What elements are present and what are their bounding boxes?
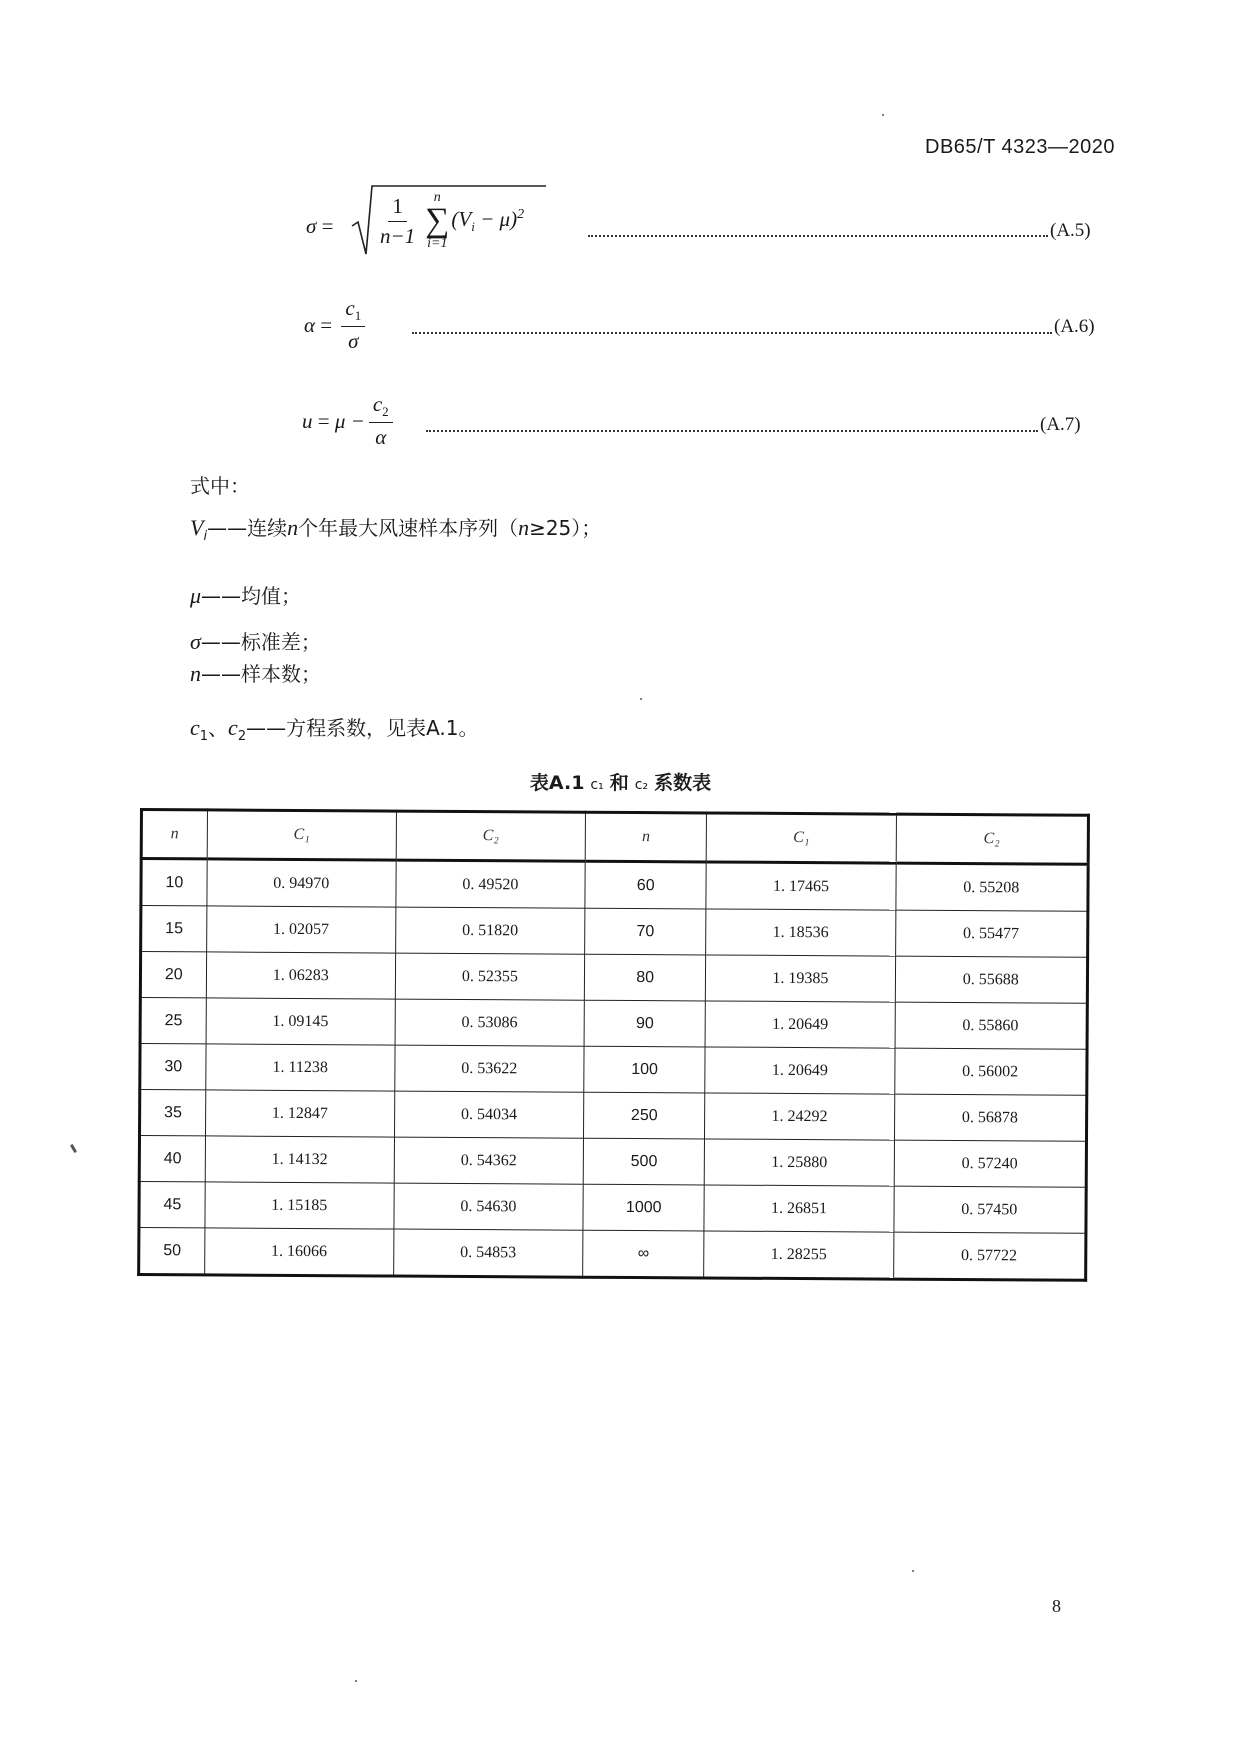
cell-n: 15 (141, 906, 207, 952)
header-n: n (585, 812, 707, 862)
cell-n: 100 (584, 1046, 706, 1093)
cell-c2: 0. 55688 (895, 956, 1088, 1003)
cell-c1: 1. 26851 (704, 1185, 893, 1232)
cell-c2: 0. 54853 (393, 1229, 582, 1277)
header-n: n (141, 810, 207, 859)
cell-c2: 0. 54630 (394, 1183, 583, 1230)
equation-a5: σ = $\frac{1}{n-1}$ n ∑ i=1 $(V_i - \mu)^2$ (A.5) (0, 180, 1241, 260)
where-label: 式中： (190, 474, 250, 498)
cell-c2: 0. 49520 (396, 860, 585, 908)
cell-c1: 0. 94970 (207, 859, 396, 907)
equation-number: (A.7) (1040, 414, 1081, 435)
cell-n: 500 (583, 1138, 705, 1185)
leader-dots (588, 215, 1048, 237)
cell-c1: 1. 19385 (706, 955, 895, 1002)
definition-mu: μ——均值； (190, 583, 302, 608)
header-c1: C₁ (207, 810, 396, 860)
header-c2: C₂ (396, 811, 585, 861)
cell-c2: 0. 55477 (895, 910, 1088, 957)
definition-n: n——样本数； (190, 661, 321, 686)
cell-c1: 1. 20649 (705, 1047, 894, 1094)
eq-a7-fraction: $\frac{c_2}{\alpha}$ (369, 392, 393, 450)
cell-n: 90 (584, 1000, 706, 1047)
cell-c2: 0. 54362 (394, 1137, 583, 1184)
cell-c2: 0. 56002 (894, 1048, 1087, 1095)
cell-c1: 1. 09145 (206, 998, 395, 1045)
eq-a5-body: $(V_i - \mu)^2$ (451, 206, 525, 235)
cell-c1: 1. 12847 (205, 1090, 394, 1137)
scan-speck (70, 1144, 77, 1153)
cell-n: 1000 (583, 1184, 705, 1231)
scan-speck (882, 114, 884, 116)
cell-n: 250 (583, 1092, 705, 1139)
cell-c1: 1. 24292 (705, 1093, 894, 1140)
table-row (139, 1090, 1086, 1142)
cell-c2: 0. 52355 (395, 953, 584, 1000)
cell-n: 35 (139, 1090, 205, 1136)
cell-c1: 1. 20649 (705, 1001, 894, 1048)
table-row (139, 1182, 1086, 1234)
table-row (140, 998, 1087, 1050)
table-row (140, 952, 1087, 1004)
cell-n: 60 (585, 861, 707, 909)
cell-c2: 0. 57240 (894, 1140, 1087, 1187)
cell-c1: 1. 18536 (706, 909, 895, 956)
scan-speck (912, 1570, 914, 1572)
summation: n ∑ i=1 (425, 190, 450, 251)
coefficient-table (137, 808, 1090, 1282)
cell-n: 45 (139, 1182, 205, 1228)
cell-c2: 0. 53086 (395, 999, 584, 1046)
cell-c1: 1. 06283 (206, 952, 395, 999)
cell-c1: 1. 17465 (706, 862, 895, 910)
equation-a6: α = $\frac{c_1}{\sigma}$ (A.6) (304, 296, 1095, 354)
eq-a5-lhs: σ (306, 214, 317, 238)
cell-n: 70 (585, 908, 707, 955)
table-row (139, 1228, 1086, 1281)
cell-c2: 0. 53622 (395, 1045, 584, 1092)
scan-speck (640, 698, 642, 700)
leader-dots (426, 410, 1038, 432)
cell-c2: 0. 54034 (394, 1091, 583, 1138)
table-caption: 表A.1 c₁ 和 c₂ 系数表 (529, 772, 712, 794)
equation-number: (A.5) (1050, 220, 1091, 241)
cell-c1: 1. 28255 (704, 1231, 893, 1279)
cell-c2: 0. 55860 (895, 1002, 1088, 1049)
definition-vi: $V_i——$连续n个年最大风速样本序列（n≥25）； (190, 515, 602, 544)
equation-number: (A.6) (1054, 316, 1095, 337)
cell-n: ∞ (583, 1230, 705, 1278)
header-c1: C₁ (707, 813, 896, 863)
definition-c1-c2: $c_1$、$c_2——$方程系数，见表A.1。 (190, 715, 479, 744)
cell-n: 30 (140, 1044, 206, 1090)
cell-n: 20 (140, 952, 206, 998)
cell-n: 80 (584, 954, 706, 1001)
page-number: 8 (1052, 1596, 1061, 1616)
cell-n: 50 (139, 1228, 205, 1275)
header-c2: C₂ (896, 814, 1089, 864)
cell-c2: 0. 57722 (893, 1232, 1086, 1280)
scan-speck (355, 1680, 357, 1682)
table-row (141, 859, 1088, 912)
table-row (139, 1136, 1086, 1188)
cell-c1: 1. 25880 (705, 1139, 894, 1186)
cell-c1: 1. 11238 (205, 1044, 394, 1091)
cell-n: 40 (139, 1136, 205, 1182)
equation-a7: u = μ − $\frac{c_2}{\alpha}$ (A.7) (302, 392, 1081, 450)
leader-dots (412, 312, 1052, 334)
cell-n: 25 (140, 998, 206, 1044)
cell-c1: 1. 15185 (205, 1182, 394, 1229)
eq-a6-fraction: $\frac{c_1}{\sigma}$ (341, 296, 365, 354)
document-code: DB65/T 4323—2020 (925, 136, 1115, 158)
cell-c2: 0. 57450 (893, 1186, 1086, 1233)
cell-c2: 0. 51820 (395, 907, 584, 954)
cell-c2: 0. 56878 (894, 1094, 1087, 1141)
eq-a5-fraction: $\frac{1}{n-1}$ (380, 193, 416, 248)
table-header-row (141, 810, 1088, 865)
cell-c1: 1. 02057 (206, 906, 395, 953)
cell-n: 10 (141, 859, 207, 906)
table-row (141, 906, 1088, 958)
cell-c1: 1. 14132 (205, 1136, 394, 1183)
definition-sigma: σ——标准差； (190, 629, 321, 654)
cell-c2: 0. 55208 (895, 863, 1088, 911)
table-row (140, 1044, 1087, 1096)
cell-c1: 1. 16066 (204, 1228, 393, 1276)
